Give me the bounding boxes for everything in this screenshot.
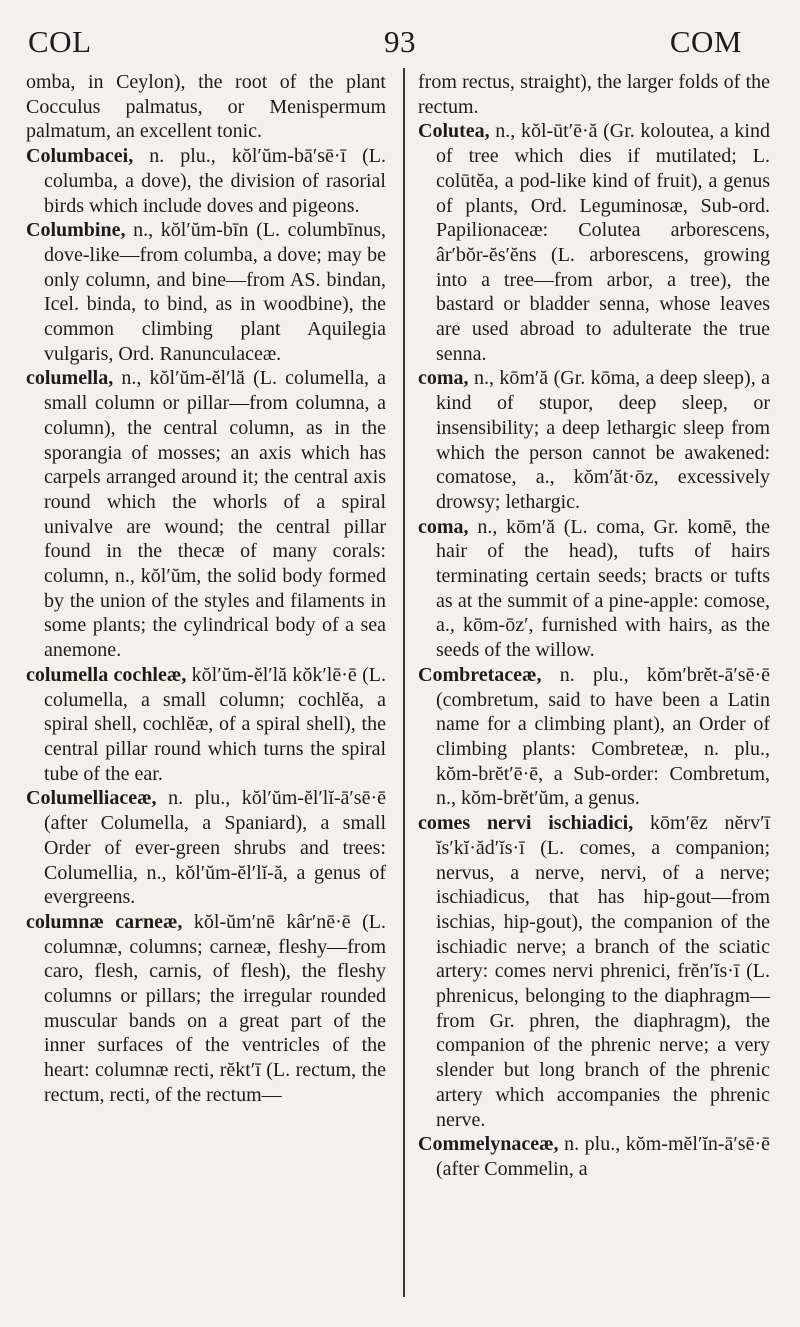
running-head <box>0 14 800 64</box>
definition: n., kōm′ă (L. coma, Gr. komē, the hair of the head), tufts of hairs terminating certain seeds; bracts or tufts as at the summit of a pine-apple: comose, a., kōm-ōz′, furnished with hairs, as the seeds of the willow. <box>436 515 770 662</box>
headword: columella, <box>26 367 114 390</box>
definition: kŏl-ŭm′nē kâr′nē·ē (L. columnæ, columns; carneæ, fleshy—from caro, flesh, carnis, of flesh), the fleshy columns or pillars; the irregular rounded muscular bands on a great part of the inner surfaces of the ventricles of the heart: columnæ recti, rĕkt′ī (L. rectum, the rectum, recti, of the rectum— <box>44 910 387 1106</box>
headword: columella cochleæ, <box>26 663 187 686</box>
definition: n., kŏl′ŭm-ĕl′lă (L. columella, a small column or pillar—from columna, a column), the central column, as in the sporangia of mosses; an axis which has carpels arranged around it; the central axis round which the whorls of a spiral univalve are wound; the central pillar found in the thecæ of many corals: column, n., kŏl′ŭm, the solid body formed by the union of the styles and filaments in some plants; the cylindrical body of a sea anemone. <box>44 367 386 662</box>
definition: n. plu., kŏl′ŭm-bā′sē·ī (L. columba, a dove), the division of rasorial birds which include doves and pigeons. <box>44 145 386 217</box>
column-divider <box>403 68 405 1297</box>
guide-word-left: COL <box>28 24 92 59</box>
headword: coma, <box>418 515 469 538</box>
dictionary-entry <box>418 366 770 514</box>
definition: n., kōm′ă (Gr. kōma, a deep sleep), a kind of stupor, deep sleep, or insensibility; a deep lethargic sleep from which the person cannot be awakened: comatose, a., kŏm′ăt·ōz, excessively drowsy; lethargic. <box>436 367 770 513</box>
dictionary-entry <box>418 1132 770 1181</box>
definition: kōm′ēz nĕrv′ī ĭs′kĭ·ăd′ĭs·ī (L. comes, a companion; nervus, a nerve, nervi, of a nerve; ischiadicus, that has hip-gout—from ischias, hip-gout), the companion of the ischiadic nerve; a branch of the sciatic artery: comes nervi phrenici, frĕn′ĭs·ī (L. phrenicus, belonging to the diaphragm—from Gr. phren, the diaphragm), the companion of the phrenic nerve; a very slender but long branch of the phrenic artery which accompanies the phrenic nerve. <box>436 812 771 1131</box>
headword: Combretaceæ, <box>418 663 542 686</box>
dictionary-entry <box>418 811 770 1132</box>
right-column <box>418 70 770 1182</box>
dictionary-entry <box>26 218 386 366</box>
dictionary-entry <box>418 119 770 366</box>
dictionary-entry <box>26 144 386 218</box>
headword: Columbine, <box>26 219 126 242</box>
dictionary-entry <box>26 910 386 1108</box>
dictionary-entry <box>26 663 386 787</box>
definition: n., kŏl-ūt′ē·ă (Gr. koloutea, a kind of tree which dies if mutilated; L. colūtĕa, a pod-like kind of fruit), a genus of plants, Ord. Leguminosæ, Sub-ord. Papilionaceæ: Colutea arborescens, âr′bŏr-ĕs′ĕns (L. arborescens, growing into a tree—from arbor, a tree), the bastard or bladder senna, whose leaves are used abroad to adulterate the true senna. <box>436 120 770 365</box>
definition: n. plu., kŏm′brĕt-ā′sē·ē (combretum, said to have been a Latin name for a climbing plant), an Order of climbing plants: Combreteæ, n. plu., kŏm-brĕt′ē·ē, a Sub-order: Combretum, n., kŏm-brĕt′ŭm, a genus. <box>436 663 770 810</box>
page-number: 93 <box>384 24 416 59</box>
definition: n., kŏl′ŭm-bīn (L. columbīnus, dove-like—from columba, a dove; may be only column, and bine—from AS. bindan, Icel. binda, to bind, as in woodbine), the common climbing plant Aquilegia vulgaris, Ord. Ranunculaceæ. <box>44 219 386 365</box>
dictionary-entry <box>26 366 386 662</box>
dictionary-entry: from rectus, straight), the larger folds of the rectum. <box>418 71 770 118</box>
left-column <box>26 70 386 1108</box>
dictionary-entry: omba, in Ceylon), the root of the plant Cocculus palmatus, or Menispermum palmatum, an excellent tonic. <box>26 71 386 143</box>
headword: Columbacei, <box>26 145 134 168</box>
headword: columnæ carneæ, <box>26 910 183 933</box>
definition: n. plu., kŏl′ŭm-ĕl′lĭ-ā′sē·ē (after Columella, a Spaniard), a small Order of ever-green shrubs and trees: Columellia, n., kŏl′ŭm-ĕl′lĭ-ă, a genus of evergreens. <box>44 787 386 909</box>
guide-word-right: COM <box>669 24 742 59</box>
definition: n. plu., kŏm-mĕl′ĭn-ā′sē·ē (after Commelin, a <box>436 1133 770 1180</box>
headword: coma, <box>418 367 469 390</box>
headword: Colutea, <box>418 120 490 143</box>
dictionary-entry <box>26 786 386 910</box>
headword: comes nervi ischiadici, <box>418 812 634 835</box>
headword: Commelynaceæ, <box>418 1133 559 1156</box>
headword: Columelliaceæ, <box>26 787 157 810</box>
definition: kŏl′ŭm-ĕl′lă kŏk′lē·ē (L. columella, a small column; cochlĕa, a spiral shell, cochlĕæ, of a spiral shell), the central pillar round which turns the spiral tube of the ear. <box>44 663 386 785</box>
dictionary-entry <box>418 663 770 811</box>
dictionary-entry <box>418 515 770 663</box>
